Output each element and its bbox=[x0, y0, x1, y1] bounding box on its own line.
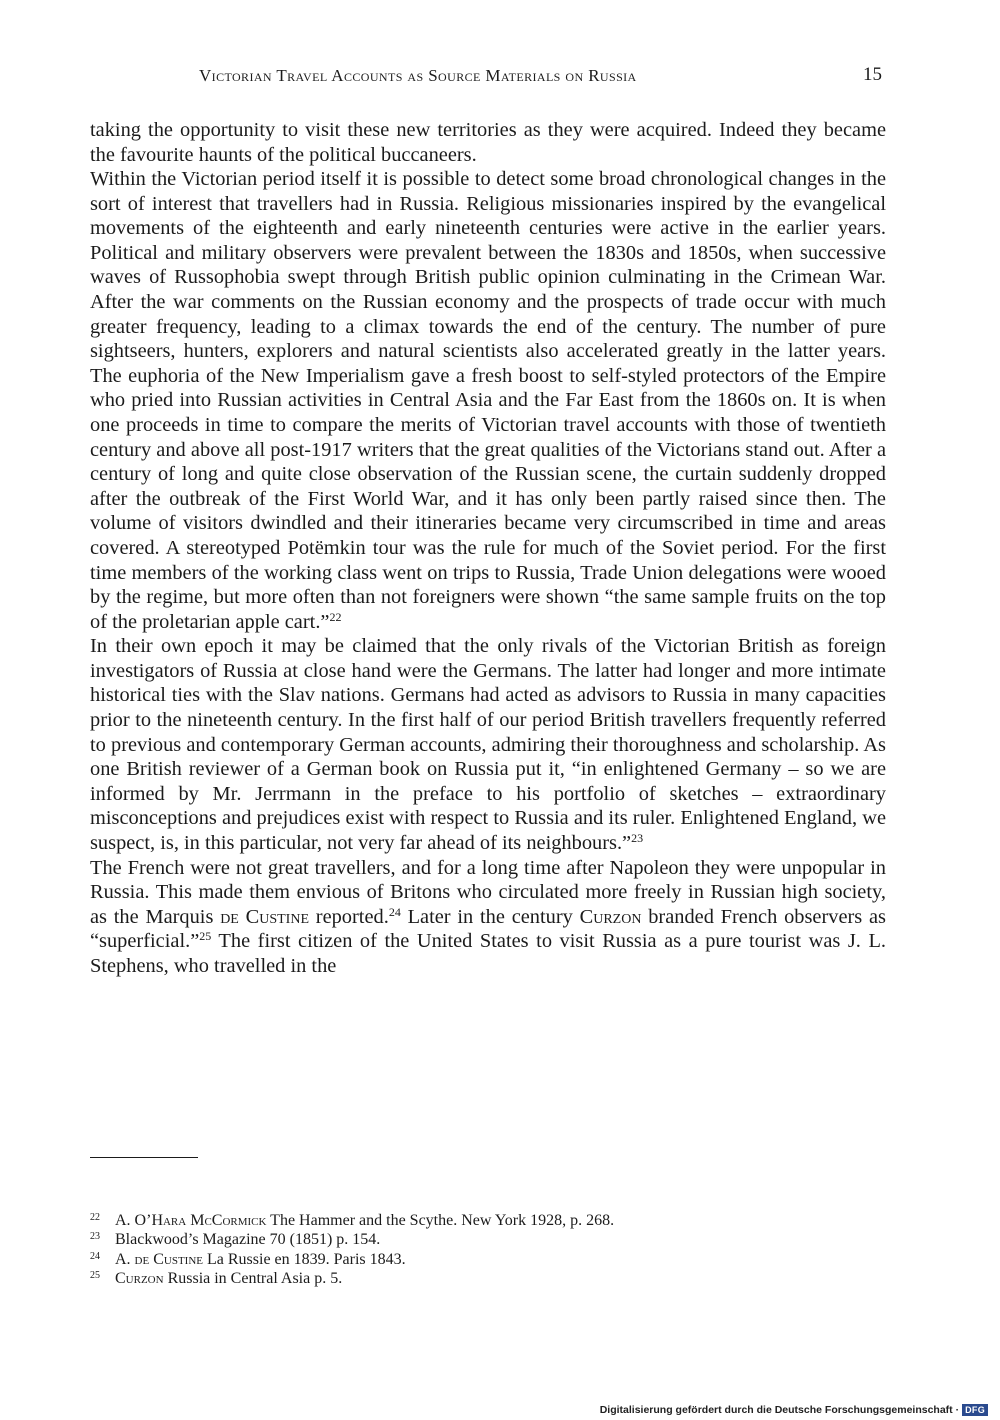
footnote-author: A. O’Hara McCormick bbox=[115, 1212, 267, 1229]
footnote-25: 25 Curzon Russia in Central Asia p. 5. bbox=[90, 1269, 343, 1287]
paragraph-4-text-c: Later in the century bbox=[400, 905, 580, 928]
footnote-ref-23: 23 bbox=[631, 831, 644, 846]
digitization-credit bbox=[600, 1404, 988, 1416]
footnote-24: 24 A. de Custine La Russie en 1839. Paris 1843. bbox=[90, 1250, 406, 1268]
name-custine: de Custine bbox=[220, 905, 309, 928]
paragraph-4-text-e: The first citizen of the United States to visit Russia as a pure tourist was J. L. Stephens, who travelled in the bbox=[90, 930, 886, 977]
footnote-23: 23 Blackwood’s Magazine 70 (1851) p. 154. bbox=[90, 1231, 381, 1249]
paragraph-3 bbox=[90, 634, 886, 855]
footnote-ref-24: 24 bbox=[388, 904, 401, 919]
page-number: 15 bbox=[863, 64, 882, 85]
paragraph-3-text: In their own epoch it may be claimed that the only rivals of the Victorian British as foreign investigators of Russia at close hand were the Germans. The latter had longer and more intimate historical ties with the Slav nations. Germans had acted as advisors to Russia in many capacities prior to the nineteenth century. In the first half of our period British travellers frequently referred to previous and contemporary German accounts, admiring their thoroughness and scholarship. As one British reviewer of a German book on Russia put it, “in enlightened Germany – so we are informed by Mr. Jerrmann in the preface to his portfolio of sketches – extraordinary misconceptions and prejudices exist with respect to Russia and its ruler. Enlightened England, we suspect, is, in this particular, not very far ahead of its neighbours.” bbox=[90, 635, 886, 855]
footnote-author: A. de Custine bbox=[115, 1250, 203, 1268]
paragraph-1: taking the opportunity to visit these new territories as they were acquired. Indeed they became the favourite haunts of the political buccaneers. bbox=[90, 119, 886, 166]
paragraph-4-text-d: branded French observers as “superficial.” bbox=[90, 905, 886, 953]
paragraph-2-text: Within the Victorian period itself it is possible to detect some broad chronological changes in the sort of interest that travellers had in Russia. Religious missionaries inspired by the evangelical movements of the eighteenth and early nineteenth centuries were active in the earlier years. Political and military observers were prevalent between the 1830s and 1850s, when successive waves of Russophobia swept through British public opinion culminating in the Crimean War. After the war comments on the Russian economy and the prospects of trade occur with much greater frequency, leading to a climax towards the end of the century. The number of pure sightseers, hunters, explorers and natural scientists also accelerated greatly in the latter years. The euphoria of the New Imperialism gave a fresh boost to self-styled protectors of the Empire who pried into Russian activities in Central Asia and the Far East from the 1860s on. It is when one proceeds in time to compare the merits of Victorian travel accounts with those of twentieth century and above all post-1917 writers that the great qualities of the Victorians stand out. After a century of long and quite close observation of the Russian scene, the curtain suddenly dropped after the outbreak of the First World War, and it has only been partly raised since then. The volume of visitors dwindled and their itineraries became very circumscribed in time and areas covered. A stereotyped Potëmkin tour was the rule for much of the Soviet period. For the first time members of the working class went on trips to Russia, Trade Union delegations were wooed by the regime, but more often than not foreigners were shown “the same sample fruits on the top of the proletarian apple cart.” bbox=[90, 168, 886, 633]
footnote-text: Blackwood’s Magazine 70 (1851) p. 154. bbox=[115, 1231, 381, 1249]
credit-text: Digitalisierung gefördert durch die Deutsche Forschungsgemeinschaft · bbox=[599, 1404, 960, 1416]
body-text bbox=[90, 118, 886, 979]
paragraph-4-text-b: reported. bbox=[309, 905, 389, 928]
footnote-rule bbox=[90, 1157, 198, 1158]
footnote-ref-22: 22 bbox=[329, 609, 342, 624]
running-title: Victorian Travel Accounts as Source Materials on Russia bbox=[199, 66, 637, 85]
footnote-text: Russia in Central Asia p. 5. bbox=[163, 1269, 343, 1287]
footnote-22: 22 A. O’Hara McCormick The Hammer and the Scythe. New York 1928, p. 268. bbox=[90, 1212, 615, 1229]
paragraph-2 bbox=[90, 167, 886, 634]
paragraph-4-text-a: The French were not great travellers, and for a long time after Napoleon they were unpopular in Russia. This made them envious of Britons who circulated more freely in Russian high society, as the Marquis bbox=[90, 856, 886, 928]
paragraph-4 bbox=[90, 856, 886, 979]
running-head bbox=[90, 66, 886, 94]
dfg-logo: DFG bbox=[962, 1404, 988, 1416]
footnote-text: La Russie en 1839. Paris 1843. bbox=[203, 1250, 406, 1268]
footnote-text: The Hammer and the Scythe. New York 1928, p. 268. bbox=[266, 1212, 615, 1229]
footnote-ref-25: 25 bbox=[199, 929, 212, 944]
footnote-author: Curzon bbox=[115, 1269, 164, 1287]
name-curzon: Curzon bbox=[579, 905, 642, 928]
footnotes bbox=[90, 1211, 886, 1288]
